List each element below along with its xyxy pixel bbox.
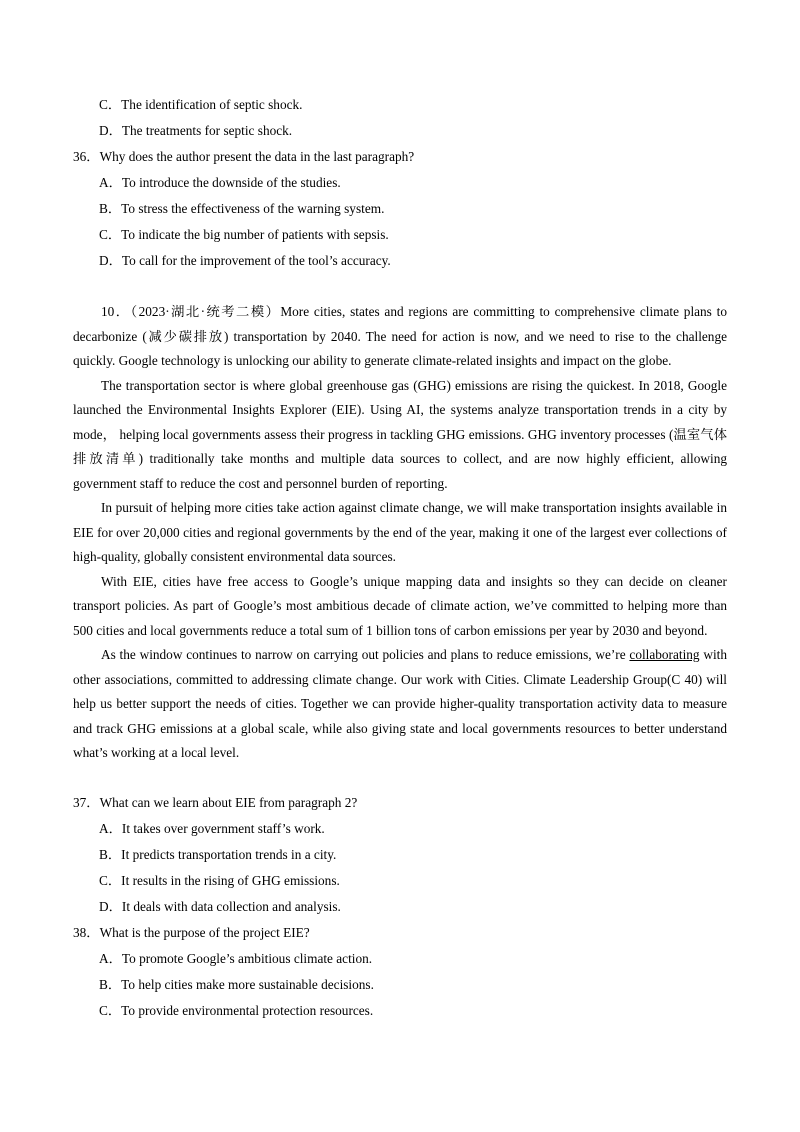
option-a: A．To promote Google’s ambitious climate action. <box>99 951 373 966</box>
question-38-stem: 38．What is the purpose of the project EIE? <box>73 925 310 940</box>
passage-paragraph-4: With EIE, cities have free access to Google’s unique mapping data and insights so they can decide on cleaner transport policies. As part of Google’s most ambitious decade of climate action, we’ve committed to helping more than 500 cities and local governments reduce a total sum of 1 billion tons of carbon emissions per year by 2030 and beyond. <box>73 573 727 638</box>
previous-question-options <box>73 92 727 144</box>
passage-paragraph-2: The transportation sector is where global greenhouse gas (GHG) emissions are rising the quickest. In 2018, Google launched the Environmental Insights Explorer (EIE). Using AI, the systems analyze transportation trends in a city by mode， helping local governments assess their progress in tackling GHG emissions. GHG inventory processes (温室气体排放清单) traditionally take months and multiple data sources to collect, and are now highly efficient, allowing government staff to reduce the cost and personnel burden of reporting. <box>73 377 727 491</box>
reading-passage <box>73 300 727 766</box>
option-a: A．To introduce the downside of the studies. <box>99 175 341 190</box>
option-c: C．It results in the rising of GHG emissions. <box>99 873 340 888</box>
question-36-stem: 36．Why does the author present the data in the last paragraph? <box>73 149 415 164</box>
option-a: A．It takes over government staff’s work. <box>99 821 325 836</box>
option-c: C．To indicate the big number of patients with sepsis. <box>99 227 389 242</box>
option-c: C．The identification of septic shock. <box>99 97 303 112</box>
question-37-stem: 37．What can we learn about EIE from paragraph 2? <box>73 795 358 810</box>
option-d: D．The treatments for septic shock. <box>99 123 293 138</box>
passage-paragraph-5: As the window continues to narrow on carrying out policies and plans to reduce emissions, we’re collaborating with other associations, committed to addressing climate change. Our work with Cities. Climate Leadership Group(C 40) will help us better support the needs of cities. Together we can provide higher-quality transportation activity data to measure and track GHG emissions at a global scale, while also giving state and local governments resources to better understand what’s working at a local level. <box>73 647 728 760</box>
underlined-word: collaborating <box>629 647 700 662</box>
question-37 <box>73 790 727 920</box>
option-d: D．To call for the improvement of the tool’s accuracy. <box>99 253 391 268</box>
question-38 <box>73 920 727 1024</box>
option-d: D．It deals with data collection and analysis. <box>99 899 341 914</box>
option-b: B．It predicts transportation trends in a city. <box>99 847 337 862</box>
question-36 <box>73 144 727 274</box>
option-b: B．To stress the effectiveness of the warning system. <box>99 201 385 216</box>
passage-paragraph-3: In pursuit of helping more cities take action against climate change, we will make transportation insights available in EIE for over 20,000 cities and regional governments by the end of the year, making it one of the largest ever collections of high-quality, globally consistent environmental data sources. <box>73 500 727 564</box>
option-c: C．To provide environmental protection resources. <box>99 1003 374 1018</box>
option-b: B．To help cities make more sustainable decisions. <box>99 977 374 992</box>
passage-intro: 10．（2023·湖北·统考二模）More cities, states and regions are committing to comprehensive climate plans to decarbonize (减少碳排放) transportation by 2040. The need for action is now, and we need to rise to the challenge quickly. Google technology is unlocking our ability to generate climate-related insights and impact on the globe. <box>73 304 727 368</box>
